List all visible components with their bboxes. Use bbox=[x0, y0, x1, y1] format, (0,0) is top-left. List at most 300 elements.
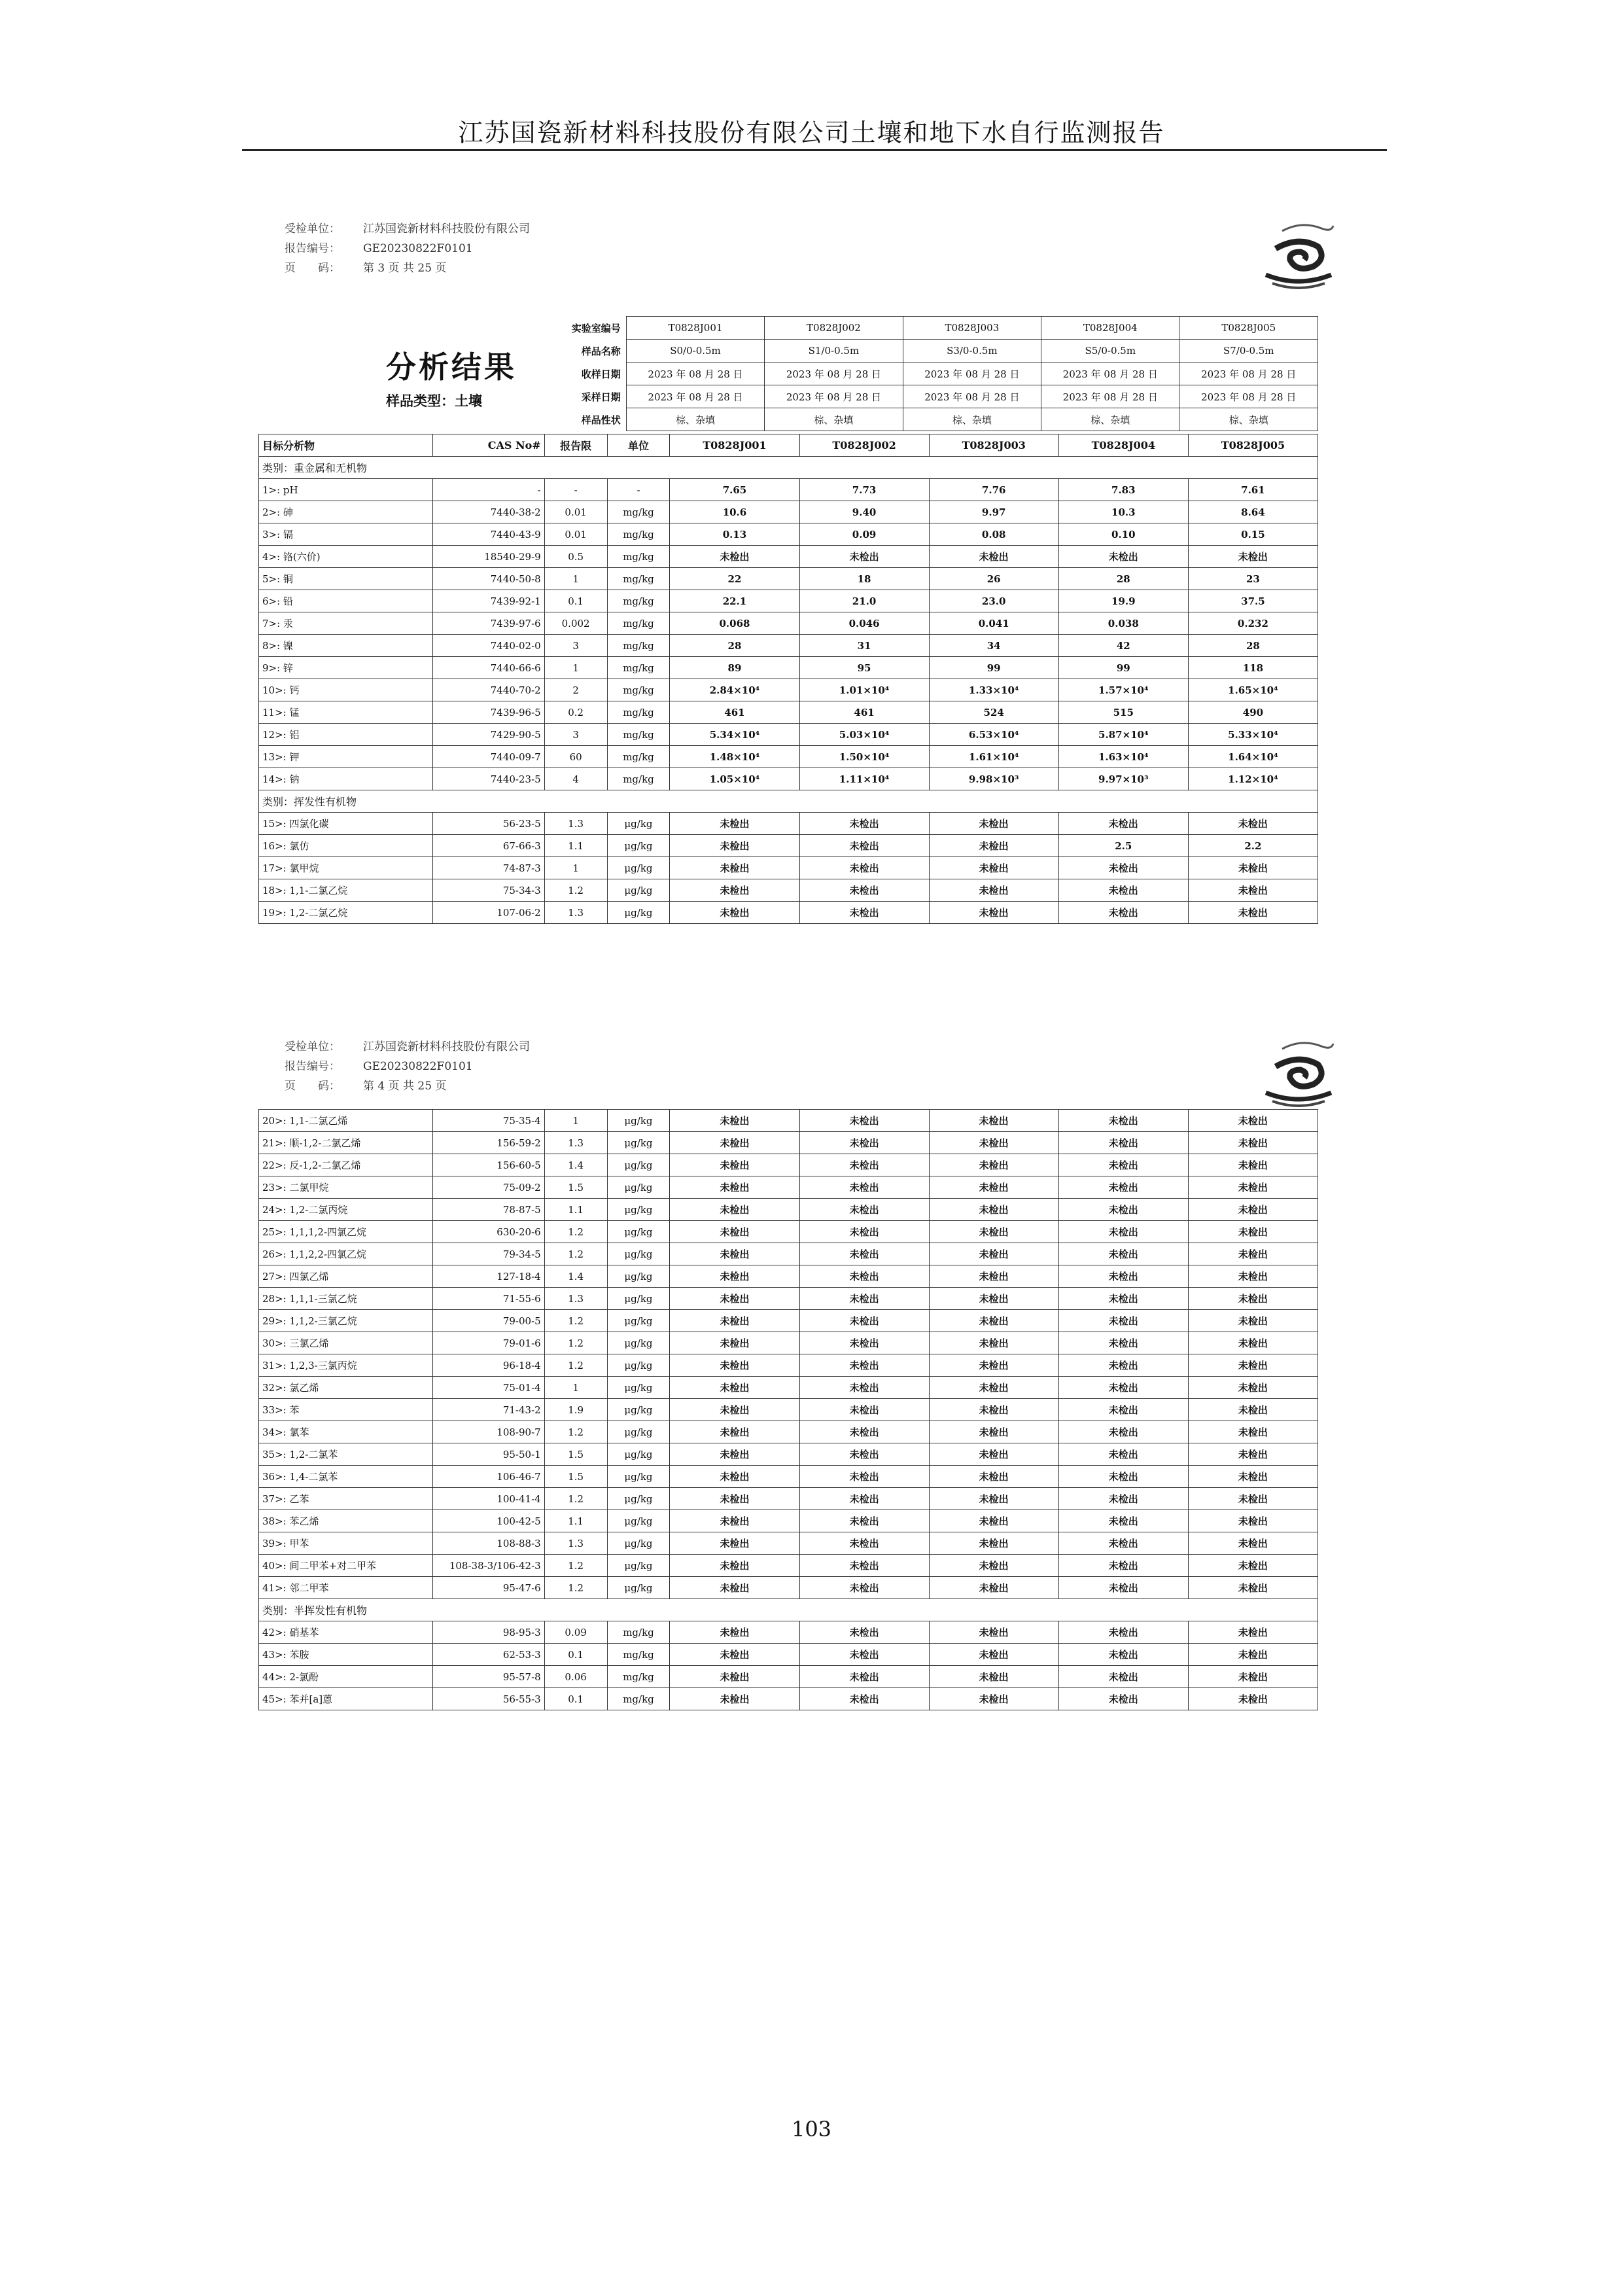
result-value: 1.05×10⁴ bbox=[670, 768, 799, 790]
result-value: 461 bbox=[670, 701, 799, 724]
blank-cell bbox=[258, 317, 347, 340]
unit: μg/kg bbox=[607, 1265, 670, 1288]
result-value: 未检出 bbox=[799, 1154, 929, 1176]
cas-number: 75-09-2 bbox=[433, 1176, 544, 1199]
result-value: 未检出 bbox=[1058, 879, 1188, 902]
result-value: 未检出 bbox=[929, 835, 1058, 857]
result-value: 未检出 bbox=[670, 1510, 799, 1532]
unit-value: 江苏国瓷新材料科技股份有限公司 bbox=[363, 1040, 530, 1053]
analyte-name: 10>: 钙 bbox=[259, 679, 433, 701]
result-value: 未检出 bbox=[929, 1354, 1058, 1377]
result-value: 未检出 bbox=[929, 1176, 1058, 1199]
result-value: 未检出 bbox=[799, 1466, 929, 1488]
result-value: 未检出 bbox=[1058, 1199, 1188, 1221]
sample-type: 样品类型：土壤 bbox=[386, 393, 482, 409]
column-header-sample-id: T0828J001 bbox=[670, 434, 799, 457]
result-value: 未检出 bbox=[1058, 1644, 1188, 1666]
unit: mg/kg bbox=[607, 746, 670, 768]
report-limit: 60 bbox=[544, 746, 607, 768]
sample-info-value: T0828J002 bbox=[765, 317, 903, 340]
report-limit: 1.2 bbox=[544, 1488, 607, 1510]
blank-cell bbox=[347, 362, 449, 385]
report-limit: 0.2 bbox=[544, 701, 607, 724]
table-row bbox=[259, 657, 1318, 679]
cas-number: 7440-66-6 bbox=[433, 657, 544, 679]
analyte-name: 35>: 1,2-二氯苯 bbox=[259, 1443, 433, 1466]
unit: μg/kg bbox=[607, 1555, 670, 1577]
cas-number: 630-20-6 bbox=[433, 1221, 544, 1243]
sample-info-label: 实验室编号 bbox=[571, 322, 621, 334]
result-value: 未检出 bbox=[929, 1621, 1058, 1644]
result-value: 未检出 bbox=[670, 1577, 799, 1599]
report-limit: 1.4 bbox=[544, 1154, 607, 1176]
table-row bbox=[259, 1443, 1318, 1466]
table-row bbox=[259, 724, 1318, 746]
analyte-name: 23>: 二氯甲烷 bbox=[259, 1176, 433, 1199]
table-row bbox=[259, 1621, 1318, 1644]
result-value: 未检出 bbox=[929, 1154, 1058, 1176]
table-row bbox=[259, 768, 1318, 790]
result-value: 10.6 bbox=[670, 501, 799, 523]
table-row bbox=[259, 1243, 1318, 1265]
result-value: 1.61×10⁴ bbox=[929, 746, 1058, 768]
column-header-analyte: 目标分析物 bbox=[259, 434, 433, 457]
result-value: 未检出 bbox=[799, 1221, 929, 1243]
result-value: 未检出 bbox=[1188, 1176, 1318, 1199]
report-limit: 0.5 bbox=[544, 546, 607, 568]
sample-info-row bbox=[258, 340, 1318, 362]
result-value: 未检出 bbox=[1188, 1555, 1318, 1577]
result-value: 未检出 bbox=[670, 1555, 799, 1577]
report-limit: 1.9 bbox=[544, 1399, 607, 1421]
result-value: 未检出 bbox=[670, 1332, 799, 1354]
report-limit: 1 bbox=[544, 857, 607, 879]
result-value: 0.08 bbox=[929, 523, 1058, 546]
sample-info-value: 棕、杂填 bbox=[1179, 408, 1318, 431]
cas-number: - bbox=[433, 479, 544, 501]
result-value: 23 bbox=[1188, 568, 1318, 590]
result-value: 未检出 bbox=[1188, 1154, 1318, 1176]
analyte-name: 13>: 钾 bbox=[259, 746, 433, 768]
result-value: 未检出 bbox=[929, 1644, 1058, 1666]
cas-number: 96-18-4 bbox=[433, 1354, 544, 1377]
cas-number: 7439-97-6 bbox=[433, 612, 544, 635]
table-row bbox=[259, 1510, 1318, 1532]
unit: μg/kg bbox=[607, 835, 670, 857]
result-value: 未检出 bbox=[799, 1399, 929, 1421]
result-value: 未检出 bbox=[929, 1310, 1058, 1332]
result-value: 28 bbox=[670, 635, 799, 657]
result-value: 10.3 bbox=[1058, 501, 1188, 523]
result-value: 未检出 bbox=[929, 1421, 1058, 1443]
analyte-name: 26>: 1,1,2,2-四氯乙烷 bbox=[259, 1243, 433, 1265]
result-value: 未检出 bbox=[1058, 1132, 1188, 1154]
unit: μg/kg bbox=[607, 857, 670, 879]
result-value: 未检出 bbox=[929, 1399, 1058, 1421]
result-value: 未检出 bbox=[799, 1443, 929, 1466]
result-value: 0.10 bbox=[1058, 523, 1188, 546]
unit: mg/kg bbox=[607, 568, 670, 590]
table-row bbox=[259, 1377, 1318, 1399]
cas-number: 127-18-4 bbox=[433, 1265, 544, 1288]
analyte-name: 25>: 1,1,1,2-四氯乙烷 bbox=[259, 1221, 433, 1243]
report-limit: 1.2 bbox=[544, 1332, 607, 1354]
analyte-name: 18>: 1,1-二氯乙烷 bbox=[259, 879, 433, 902]
result-value: 未检出 bbox=[1188, 1221, 1318, 1243]
result-value: 未检出 bbox=[799, 1377, 929, 1399]
report-limit: 1 bbox=[544, 657, 607, 679]
result-value: 未检出 bbox=[670, 1132, 799, 1154]
unit: μg/kg bbox=[607, 1132, 670, 1154]
table-row bbox=[259, 590, 1318, 612]
sheet-meta bbox=[285, 1037, 530, 1096]
sample-info-value: 2023 年 08 月 28 日 bbox=[765, 385, 903, 408]
blank-cell bbox=[347, 385, 449, 408]
result-value: 未检出 bbox=[929, 1488, 1058, 1510]
category-label: 类别：半挥发性有机物 bbox=[259, 1599, 1318, 1621]
result-value: 7.73 bbox=[799, 479, 929, 501]
result-value: 未检出 bbox=[670, 1221, 799, 1243]
report-limit: 1.3 bbox=[544, 1132, 607, 1154]
analyte-name: 29>: 1,1,2-三氯乙烷 bbox=[259, 1310, 433, 1332]
result-value: 未检出 bbox=[1188, 1310, 1318, 1332]
analyte-name: 43>: 苯胺 bbox=[259, 1644, 433, 1666]
result-value: 490 bbox=[1188, 701, 1318, 724]
result-value: 未检出 bbox=[799, 879, 929, 902]
category-label: 类别：挥发性有机物 bbox=[259, 790, 1318, 813]
analyte-name: 17>: 氯甲烷 bbox=[259, 857, 433, 879]
result-value: 9.97×10³ bbox=[1058, 768, 1188, 790]
table-row bbox=[259, 1666, 1318, 1688]
result-value: 未检出 bbox=[929, 1688, 1058, 1710]
result-value: 未检出 bbox=[1058, 1488, 1188, 1510]
result-value: 未检出 bbox=[1058, 1466, 1188, 1488]
table-row bbox=[259, 1532, 1318, 1555]
report-limit: 1 bbox=[544, 1377, 607, 1399]
cas-number: 74-87-3 bbox=[433, 857, 544, 879]
result-value: 未检出 bbox=[1188, 1399, 1318, 1421]
analyte-name: 2>: 砷 bbox=[259, 501, 433, 523]
blank-cell bbox=[347, 317, 449, 340]
unit: mg/kg bbox=[607, 501, 670, 523]
sample-info-table bbox=[258, 316, 1318, 431]
result-value: 未检出 bbox=[1188, 1688, 1318, 1710]
analyte-name: 22>: 反-1,2-二氯乙烯 bbox=[259, 1154, 433, 1176]
result-value: 未检出 bbox=[1188, 1666, 1318, 1688]
unit: μg/kg bbox=[607, 813, 670, 835]
sample-info-value: 棕、杂填 bbox=[765, 408, 903, 431]
result-value: 未检出 bbox=[670, 1688, 799, 1710]
table-row bbox=[259, 523, 1318, 546]
blank-cell bbox=[258, 362, 347, 385]
sample-info-value: T0828J004 bbox=[1041, 317, 1179, 340]
result-value: 未检出 bbox=[670, 1243, 799, 1265]
result-value: 未检出 bbox=[1188, 1532, 1318, 1555]
company-logo-icon bbox=[1256, 219, 1341, 291]
cas-number: 75-01-4 bbox=[433, 1377, 544, 1399]
report-limit: 1.1 bbox=[544, 1510, 607, 1532]
report-limit: 1 bbox=[544, 1110, 607, 1132]
analyte-name: 14>: 钠 bbox=[259, 768, 433, 790]
table-row bbox=[259, 1310, 1318, 1332]
blank-cell bbox=[449, 408, 515, 431]
report-limit: 0.01 bbox=[544, 523, 607, 546]
blank-cell bbox=[347, 408, 449, 431]
cas-number: 75-34-3 bbox=[433, 879, 544, 902]
page-number: 103 bbox=[791, 2117, 832, 2142]
result-value: 未检出 bbox=[799, 1265, 929, 1288]
analyte-name: 20>: 1,1-二氯乙烯 bbox=[259, 1110, 433, 1132]
result-value: 未检出 bbox=[929, 1666, 1058, 1688]
result-value: 未检出 bbox=[1058, 1310, 1188, 1332]
result-value: 未检出 bbox=[799, 1199, 929, 1221]
result-value: 515 bbox=[1058, 701, 1188, 724]
result-value: 1.48×10⁴ bbox=[670, 746, 799, 768]
result-value: 未检出 bbox=[929, 879, 1058, 902]
unit: μg/kg bbox=[607, 1176, 670, 1199]
result-value: 未检出 bbox=[929, 1243, 1058, 1265]
result-value: 未检出 bbox=[799, 1288, 929, 1310]
unit-label: 受检单位： bbox=[285, 1040, 340, 1053]
cas-number: 156-60-5 bbox=[433, 1154, 544, 1176]
result-value: 118 bbox=[1188, 657, 1318, 679]
result-value: 未检出 bbox=[1188, 1644, 1318, 1666]
result-value: 6.53×10⁴ bbox=[929, 724, 1058, 746]
report-limit: 1.5 bbox=[544, 1443, 607, 1466]
cas-number: 71-43-2 bbox=[433, 1399, 544, 1421]
analyte-name: 42>: 硝基苯 bbox=[259, 1621, 433, 1644]
unit: μg/kg bbox=[607, 1399, 670, 1421]
result-value: 未检出 bbox=[799, 813, 929, 835]
result-value: 未检出 bbox=[929, 1532, 1058, 1555]
analyte-name: 33>: 苯 bbox=[259, 1399, 433, 1421]
result-value: 9.97 bbox=[929, 501, 1058, 523]
sample-info-value: 2023 年 08 月 28 日 bbox=[765, 362, 903, 385]
analyte-name: 31>: 1,2,3-三氯丙烷 bbox=[259, 1354, 433, 1377]
cas-number: 108-38-3/106-42-3 bbox=[433, 1555, 544, 1577]
result-value: 未检出 bbox=[929, 1443, 1058, 1466]
result-value: 0.038 bbox=[1058, 612, 1188, 635]
result-value: 未检出 bbox=[670, 1644, 799, 1666]
report-limit: 1 bbox=[544, 568, 607, 590]
result-value: 未检出 bbox=[670, 813, 799, 835]
analyte-name: 12>: 铝 bbox=[259, 724, 433, 746]
sample-info-value: 2023 年 08 月 28 日 bbox=[626, 385, 764, 408]
analysis-result-table-continued bbox=[258, 1109, 1318, 1710]
analyte-name: 45>: 苯并[a]蒽 bbox=[259, 1688, 433, 1710]
table-row bbox=[259, 1421, 1318, 1443]
blank-cell bbox=[449, 385, 515, 408]
page-value: 第 3 页 共 25 页 bbox=[363, 262, 447, 275]
result-value: 1.63×10⁴ bbox=[1058, 746, 1188, 768]
table-row bbox=[259, 1644, 1318, 1666]
column-header-row bbox=[259, 434, 1318, 457]
result-value: 0.068 bbox=[670, 612, 799, 635]
result-value: 未检出 bbox=[929, 1288, 1058, 1310]
result-value: 未检出 bbox=[799, 1621, 929, 1644]
result-value: 未检出 bbox=[1188, 1288, 1318, 1310]
table-row bbox=[259, 1132, 1318, 1154]
company-logo-icon bbox=[1256, 1037, 1341, 1109]
result-value: 未检出 bbox=[670, 1399, 799, 1421]
result-value: 未检出 bbox=[670, 1666, 799, 1688]
report-limit: 3 bbox=[544, 635, 607, 657]
result-value: 未检出 bbox=[670, 1354, 799, 1377]
table-row bbox=[259, 857, 1318, 879]
result-value: 未检出 bbox=[670, 1532, 799, 1555]
blank-cell bbox=[258, 385, 347, 408]
table-row bbox=[259, 1332, 1318, 1354]
result-value: 未检出 bbox=[799, 1310, 929, 1332]
result-value: 未检出 bbox=[929, 1510, 1058, 1532]
sheet-meta bbox=[285, 219, 530, 278]
sample-info-value: 2023 年 08 月 28 日 bbox=[626, 362, 764, 385]
cas-number: 56-55-3 bbox=[433, 1688, 544, 1710]
result-value: 未检出 bbox=[1058, 1621, 1188, 1644]
result-value: 未检出 bbox=[670, 1488, 799, 1510]
result-value: 1.11×10⁴ bbox=[799, 768, 929, 790]
cas-number: 108-90-7 bbox=[433, 1421, 544, 1443]
sample-info-value: 2023 年 08 月 28 日 bbox=[1041, 362, 1179, 385]
report-limit: 1.5 bbox=[544, 1466, 607, 1488]
result-value: 未检出 bbox=[929, 1555, 1058, 1577]
result-value: 1.01×10⁴ bbox=[799, 679, 929, 701]
result-value: 19.9 bbox=[1058, 590, 1188, 612]
result-value: 89 bbox=[670, 657, 799, 679]
result-value: 未检出 bbox=[799, 546, 929, 568]
report-limit: 3 bbox=[544, 724, 607, 746]
report-limit: 1.2 bbox=[544, 1555, 607, 1577]
cas-number: 95-57-8 bbox=[433, 1666, 544, 1688]
unit: mg/kg bbox=[607, 523, 670, 546]
result-value: 未检出 bbox=[799, 1132, 929, 1154]
result-value: 未检出 bbox=[929, 1577, 1058, 1599]
cas-number: 100-42-5 bbox=[433, 1510, 544, 1532]
category-label: 类别：重金属和无机物 bbox=[259, 457, 1318, 479]
table-row bbox=[259, 1399, 1318, 1421]
result-value: 28 bbox=[1058, 568, 1188, 590]
table-row bbox=[259, 568, 1318, 590]
result-value: 未检出 bbox=[1188, 1443, 1318, 1466]
result-value: 99 bbox=[1058, 657, 1188, 679]
result-value: 未检出 bbox=[1058, 546, 1188, 568]
result-value: 未检出 bbox=[1058, 1688, 1188, 1710]
result-value: 未检出 bbox=[1188, 1354, 1318, 1377]
sample-info-value: 2023 年 08 月 28 日 bbox=[1041, 385, 1179, 408]
analyte-name: 27>: 四氯乙烯 bbox=[259, 1265, 433, 1288]
cas-number: 107-06-2 bbox=[433, 902, 544, 924]
result-value: 未检出 bbox=[799, 1555, 929, 1577]
sample-info-row bbox=[258, 362, 1318, 385]
analyte-name: 8>: 镍 bbox=[259, 635, 433, 657]
result-value: 未检出 bbox=[1058, 1532, 1188, 1555]
column-header-cas: CAS No# bbox=[433, 434, 544, 457]
unit: mg/kg bbox=[607, 1644, 670, 1666]
report-limit: 1.1 bbox=[544, 1199, 607, 1221]
cas-number: 7429-90-5 bbox=[433, 724, 544, 746]
table-row bbox=[259, 746, 1318, 768]
result-value: 8.64 bbox=[1188, 501, 1318, 523]
result-value: 31 bbox=[799, 635, 929, 657]
table-row bbox=[259, 501, 1318, 523]
report-limit: 1.3 bbox=[544, 902, 607, 924]
analyte-name: 30>: 三氯乙烯 bbox=[259, 1332, 433, 1354]
result-value: 未检出 bbox=[929, 1199, 1058, 1221]
analyte-name: 16>: 氯仿 bbox=[259, 835, 433, 857]
result-value: 未检出 bbox=[799, 1354, 929, 1377]
table-row bbox=[259, 1466, 1318, 1488]
result-value: 1.65×10⁴ bbox=[1188, 679, 1318, 701]
unit: mg/kg bbox=[607, 724, 670, 746]
table-row bbox=[259, 679, 1318, 701]
report-limit: 4 bbox=[544, 768, 607, 790]
unit-label: 受检单位： bbox=[285, 222, 340, 236]
table-row bbox=[259, 1488, 1318, 1510]
result-value: 未检出 bbox=[1188, 902, 1318, 924]
analyte-name: 5>: 铜 bbox=[259, 568, 433, 590]
cas-number: 156-59-2 bbox=[433, 1132, 544, 1154]
sample-info-value: T0828J005 bbox=[1179, 317, 1318, 340]
report-limit: 1.1 bbox=[544, 835, 607, 857]
analyte-name: 39>: 甲苯 bbox=[259, 1532, 433, 1555]
cas-number: 108-88-3 bbox=[433, 1532, 544, 1555]
result-value: 未检出 bbox=[670, 1154, 799, 1176]
result-value: 26 bbox=[929, 568, 1058, 590]
result-value: 未检出 bbox=[799, 1666, 929, 1688]
result-value: 未检出 bbox=[1058, 813, 1188, 835]
unit: μg/kg bbox=[607, 1466, 670, 1488]
sample-info-label: 样品性状 bbox=[581, 414, 621, 426]
report-limit: 0.1 bbox=[544, 1688, 607, 1710]
table-row bbox=[259, 835, 1318, 857]
result-value: 0.046 bbox=[799, 612, 929, 635]
cas-number: 7439-96-5 bbox=[433, 701, 544, 724]
result-value: 未检出 bbox=[1188, 1421, 1318, 1443]
result-value: 未检出 bbox=[799, 1243, 929, 1265]
report-no-label: 报告编号： bbox=[285, 1060, 340, 1073]
report-no-value: GE20230822F0101 bbox=[363, 242, 473, 255]
cas-number: 62-53-3 bbox=[433, 1644, 544, 1666]
unit: μg/kg bbox=[607, 1221, 670, 1243]
result-value: 未检出 bbox=[670, 1110, 799, 1132]
result-value: 未检出 bbox=[670, 857, 799, 879]
report-limit: 1.2 bbox=[544, 879, 607, 902]
result-value: 9.98×10³ bbox=[929, 768, 1058, 790]
analyte-name: 24>: 1,2-二氯丙烷 bbox=[259, 1199, 433, 1221]
table-row bbox=[259, 546, 1318, 568]
category-row bbox=[259, 790, 1318, 813]
result-value: 99 bbox=[929, 657, 1058, 679]
unit: μg/kg bbox=[607, 1110, 670, 1132]
unit: mg/kg bbox=[607, 612, 670, 635]
analyte-name: 32>: 氯乙烯 bbox=[259, 1377, 433, 1399]
result-value: 未检出 bbox=[1058, 1221, 1188, 1243]
result-value: 未检出 bbox=[670, 879, 799, 902]
result-value: 2.2 bbox=[1188, 835, 1318, 857]
blank-cell bbox=[449, 362, 515, 385]
unit: μg/kg bbox=[607, 879, 670, 902]
report-limit: 1.2 bbox=[544, 1243, 607, 1265]
sample-info-value: S1/0-0.5m bbox=[765, 340, 903, 362]
result-value: 1.50×10⁴ bbox=[799, 746, 929, 768]
result-value: 0.041 bbox=[929, 612, 1058, 635]
result-value: 28 bbox=[1188, 635, 1318, 657]
report-sheet-page-3 bbox=[258, 219, 1344, 965]
result-value: 未检出 bbox=[1058, 1577, 1188, 1599]
table-row bbox=[259, 1110, 1318, 1132]
analyte-name: 7>: 汞 bbox=[259, 612, 433, 635]
result-value: 23.0 bbox=[929, 590, 1058, 612]
